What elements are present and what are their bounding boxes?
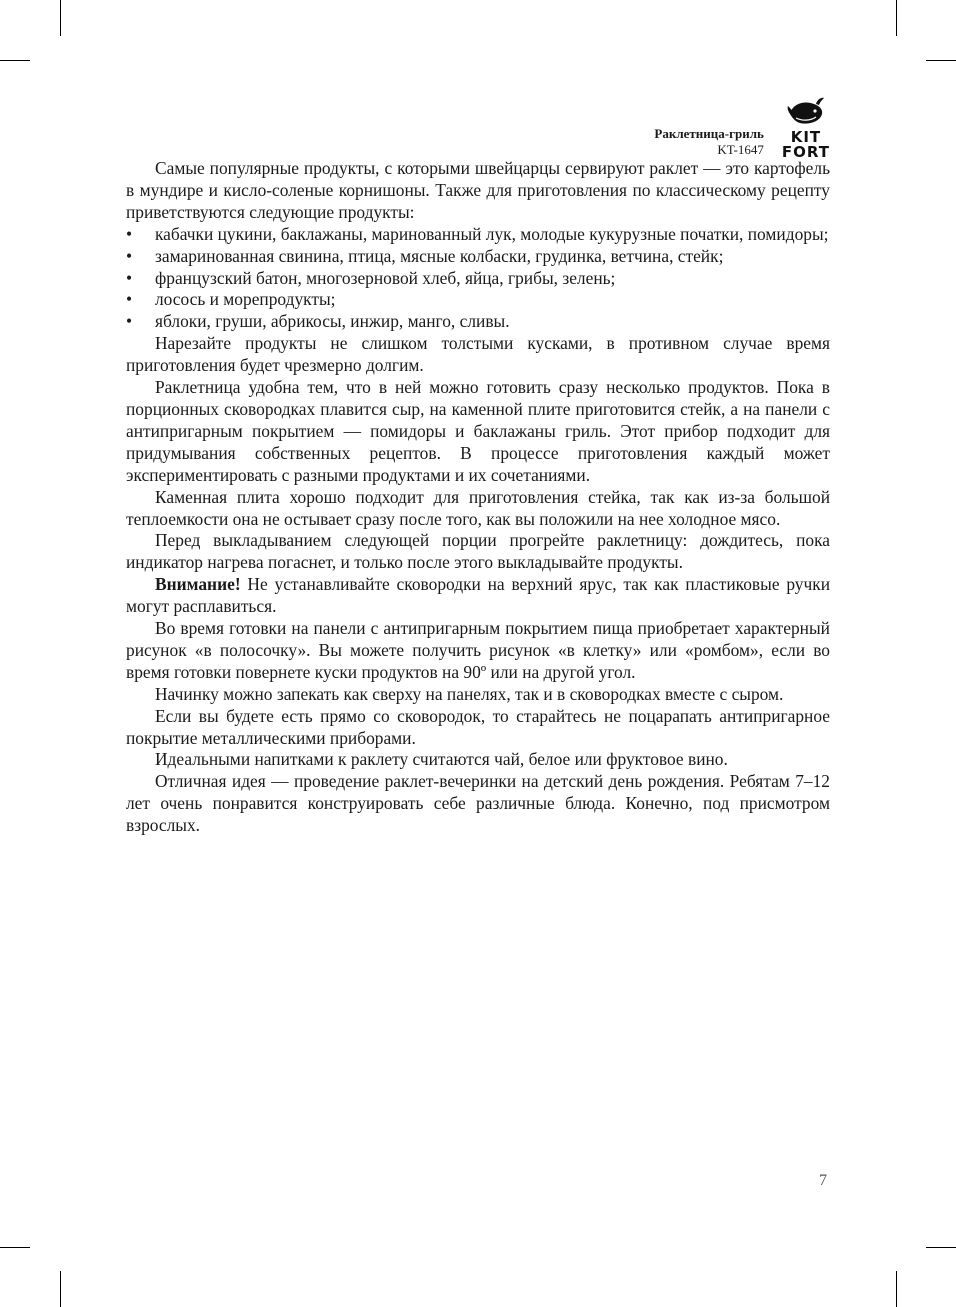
list-item: • кабачки цукини, баклажаны, маринованный лук, молодые кукурузные початки, помидоры; bbox=[126, 224, 830, 246]
crop-mark-bottom-left-horizontal bbox=[0, 1247, 30, 1248]
paragraph-4: Каменная плита хорошо подходит для приготовления стейка, так как из-за большой теплоемкости она не остывает сразу после того, как вы положили на нее холодное мясо. bbox=[126, 486, 830, 529]
model-number: KT-1647 bbox=[717, 142, 764, 157]
paragraph-5: Перед выкладыванием следующей порции прогрейте раклетницу: дождитесь, пока индикатор нагрева погаснет, и только после этого выкладывайте продукты. bbox=[126, 530, 830, 573]
warning-label: Внимание! bbox=[155, 574, 241, 595]
paragraph-2: Нарезайте продукты не слишком толстыми кусками, в противном случае время приготовления будет чрезмерно долгим. bbox=[126, 333, 830, 376]
crop-mark-top-right-horizontal bbox=[926, 60, 956, 61]
paragraph-10: Идеальными напитками к раклету считаются чай, белое или фруктовое вино. bbox=[155, 749, 728, 770]
paragraph-7: Во время готовки на панели с антипригарным покрытием пища приобретает характерный рисунок «в полосочку». Вы можете получить рисунок «в клетку» или «ромбом», если во время готовки повернете куски продуктов на 90º или на другой угол. bbox=[126, 618, 830, 682]
list-item: • французский батон, многозерновой хлеб, яйца, грибы, зелень; bbox=[126, 268, 830, 290]
header-text bbox=[654, 125, 763, 158]
paragraph-11: Отличная идея — проведение раклет-вечеринки на детский день рождения. Ребятам 7–12 лет очень понравится конструировать себе различные блюда. Конечно, под присмотром взрослых. bbox=[126, 771, 830, 836]
page-header bbox=[654, 96, 830, 160]
crop-mark-top-left-vertical bbox=[60, 0, 61, 36]
list-item: • лосось и морепродукты; bbox=[126, 289, 830, 311]
crop-mark-top-right-vertical bbox=[896, 0, 897, 36]
brand-fort: FORT bbox=[781, 143, 830, 161]
brand-kit: KIT bbox=[790, 128, 822, 146]
crop-mark-bottom-right-vertical bbox=[896, 1271, 897, 1307]
crop-mark-bottom-right-horizontal bbox=[926, 1247, 956, 1248]
list-item: • замаринованная свинина, птица, мясные колбаски, грудинка, ветчина, стейк; bbox=[126, 246, 830, 268]
whale-logo-icon bbox=[786, 96, 826, 128]
crop-mark-top-left-horizontal bbox=[0, 60, 30, 61]
paragraph-8: Начинку можно запекать как сверху на панелях, так и в сковородках вместе с сыром. bbox=[155, 683, 784, 704]
paragraph-3: Раклетница удобна тем, что в ней можно готовить сразу несколько продуктов. Пока в порционных сковородках плавится сыр, на каменной плите приготовится стейк, а на панели с антипригарным покрытием — помидоры и баклажаны гриль. Этот прибор подходит для придумывания собственных рецептов. В процессе приготовления каждый может экспериментировать с разными продуктами и их сочетаниями. bbox=[126, 377, 830, 485]
main-content bbox=[126, 158, 830, 837]
brand-logo bbox=[782, 96, 830, 160]
product-name: Раклетница-гриль bbox=[654, 126, 764, 141]
paragraph-9: Если вы будете есть прямо со сковородок, то старайтесь не поцарапать антипригарное покрытие металлическими приборами. bbox=[126, 705, 830, 748]
list-item: • яблоки, груши, абрикосы, инжир, манго, сливы. bbox=[126, 311, 830, 333]
paragraph-1: Самые популярные продукты, с которыми швейцарцы сервируют раклет — это картофель в мундире и кисло-соленые корнишоны. Также для приготовления по классическому рецепту приветствуются следующие продукты: bbox=[126, 158, 830, 222]
page-number: 7 bbox=[819, 1172, 827, 1189]
paragraph-6-warning bbox=[126, 574, 830, 618]
product-list bbox=[126, 224, 830, 334]
warning-text: Не устанавливайте сковородки на верхний ярус, так как пластиковые ручки могут расплавиться. bbox=[126, 574, 830, 617]
crop-mark-bottom-left-vertical bbox=[60, 1271, 61, 1307]
